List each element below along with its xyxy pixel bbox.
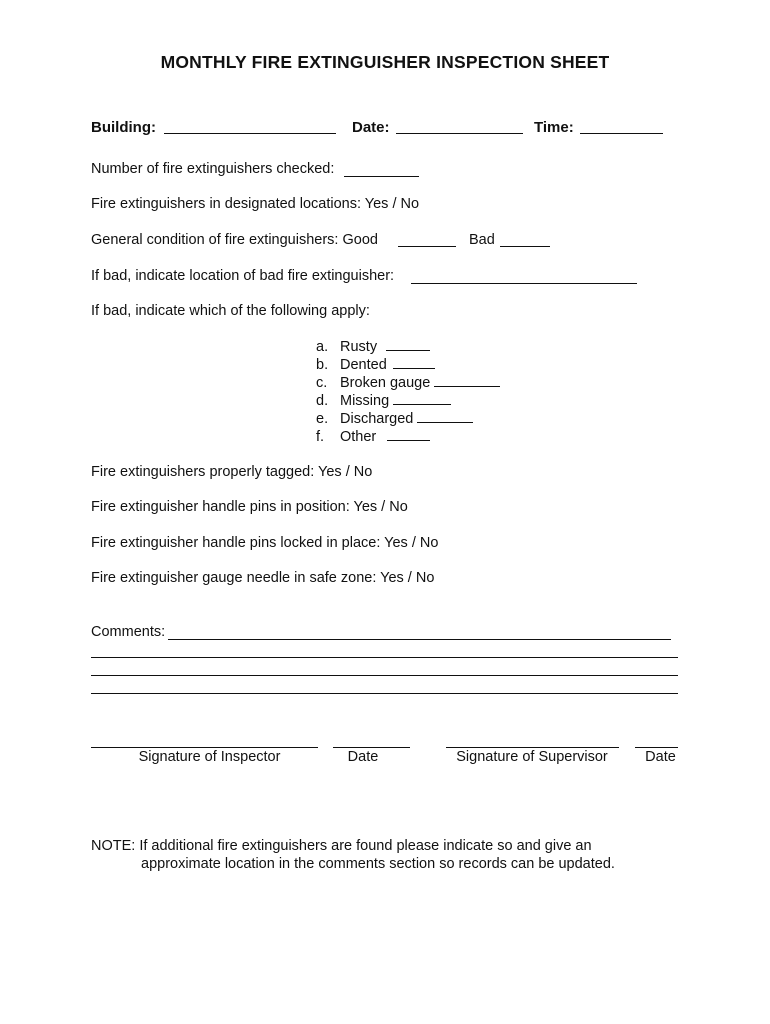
condition-bad-label: Bad xyxy=(469,232,495,248)
count-field[interactable] xyxy=(344,176,419,177)
inspector-date-line[interactable] xyxy=(333,747,410,748)
option-label: Broken gauge xyxy=(340,375,431,391)
supervisor-date-line[interactable] xyxy=(635,747,678,748)
supervisor-date-label: Date xyxy=(645,749,676,765)
option-rusty-field[interactable] xyxy=(386,338,430,351)
designated-question: Fire extinguishers in designated locations: Yes / No xyxy=(91,196,420,212)
option-broken-gauge-field[interactable] xyxy=(434,374,500,387)
option-letter: f. xyxy=(316,429,325,445)
count-question: Number of fire extinguishers checked: xyxy=(91,161,335,177)
comments-label: Comments: xyxy=(91,624,166,640)
comments-line-2[interactable] xyxy=(91,657,678,658)
bad-location-field[interactable] xyxy=(411,283,637,284)
defect-options-list xyxy=(316,338,500,446)
option-other xyxy=(316,428,500,446)
time-field[interactable] xyxy=(580,133,663,134)
pins-position-question: Fire extinguisher handle pins in position: Yes / No xyxy=(91,499,408,515)
option-letter: c. xyxy=(316,375,328,391)
option-missing xyxy=(316,392,500,410)
option-label: Other xyxy=(340,429,377,445)
option-label: Missing xyxy=(340,393,390,409)
building-label: Building: xyxy=(91,119,156,136)
option-dented-field[interactable] xyxy=(393,356,435,369)
comments-line-4[interactable] xyxy=(91,693,678,694)
supervisor-signature-line[interactable] xyxy=(446,747,619,748)
option-discharged-field[interactable] xyxy=(417,410,473,423)
note-line-1: NOTE: If additional fire extinguishers are found please indicate so and give an xyxy=(91,838,592,854)
option-letter: a. xyxy=(316,339,329,355)
inspector-signature-label: Signature of Inspector xyxy=(138,749,281,765)
tagged-question: Fire extinguishers properly tagged: Yes / No xyxy=(91,464,373,480)
condition-bad-field[interactable] xyxy=(500,246,550,247)
condition-question: General condition of fire extinguishers: Good xyxy=(91,232,378,248)
option-letter: e. xyxy=(316,411,329,427)
condition-good-field[interactable] xyxy=(398,246,456,247)
note-line-2: approximate location in the comments section so records can be updated. xyxy=(141,856,615,872)
option-label: Dented xyxy=(340,357,387,373)
option-label: Discharged xyxy=(340,411,414,427)
option-other-field[interactable] xyxy=(387,428,430,441)
option-discharged xyxy=(316,410,500,428)
inspector-signature-line[interactable] xyxy=(91,747,318,748)
inspector-date-label: Date xyxy=(347,749,379,765)
time-label: Time: xyxy=(534,119,574,136)
option-letter: b. xyxy=(316,357,329,373)
gauge-question: Fire extinguisher gauge needle in safe zone: Yes / No xyxy=(91,570,435,586)
supervisor-signature-label: Signature of Supervisor xyxy=(456,749,608,765)
bad-location-question: If bad, indicate location of bad fire extinguisher: xyxy=(91,268,395,284)
comments-line-3[interactable] xyxy=(91,675,678,676)
option-broken-gauge xyxy=(316,374,500,392)
option-rusty xyxy=(316,338,500,356)
date-field[interactable] xyxy=(396,133,523,134)
pins-locked-question: Fire extinguisher handle pins locked in place: Yes / No xyxy=(91,535,439,551)
bad-apply-question: If bad, indicate which of the following apply: xyxy=(91,303,370,319)
date-label: Date: xyxy=(352,119,390,136)
option-letter: d. xyxy=(316,393,329,409)
option-label: Rusty xyxy=(340,339,378,355)
option-dented xyxy=(316,356,500,374)
building-field[interactable] xyxy=(164,133,336,134)
comments-line-1[interactable] xyxy=(168,639,671,640)
page-title: MONTHLY FIRE EXTINGUISHER INSPECTION SHEET xyxy=(160,52,610,72)
option-missing-field[interactable] xyxy=(393,392,451,405)
